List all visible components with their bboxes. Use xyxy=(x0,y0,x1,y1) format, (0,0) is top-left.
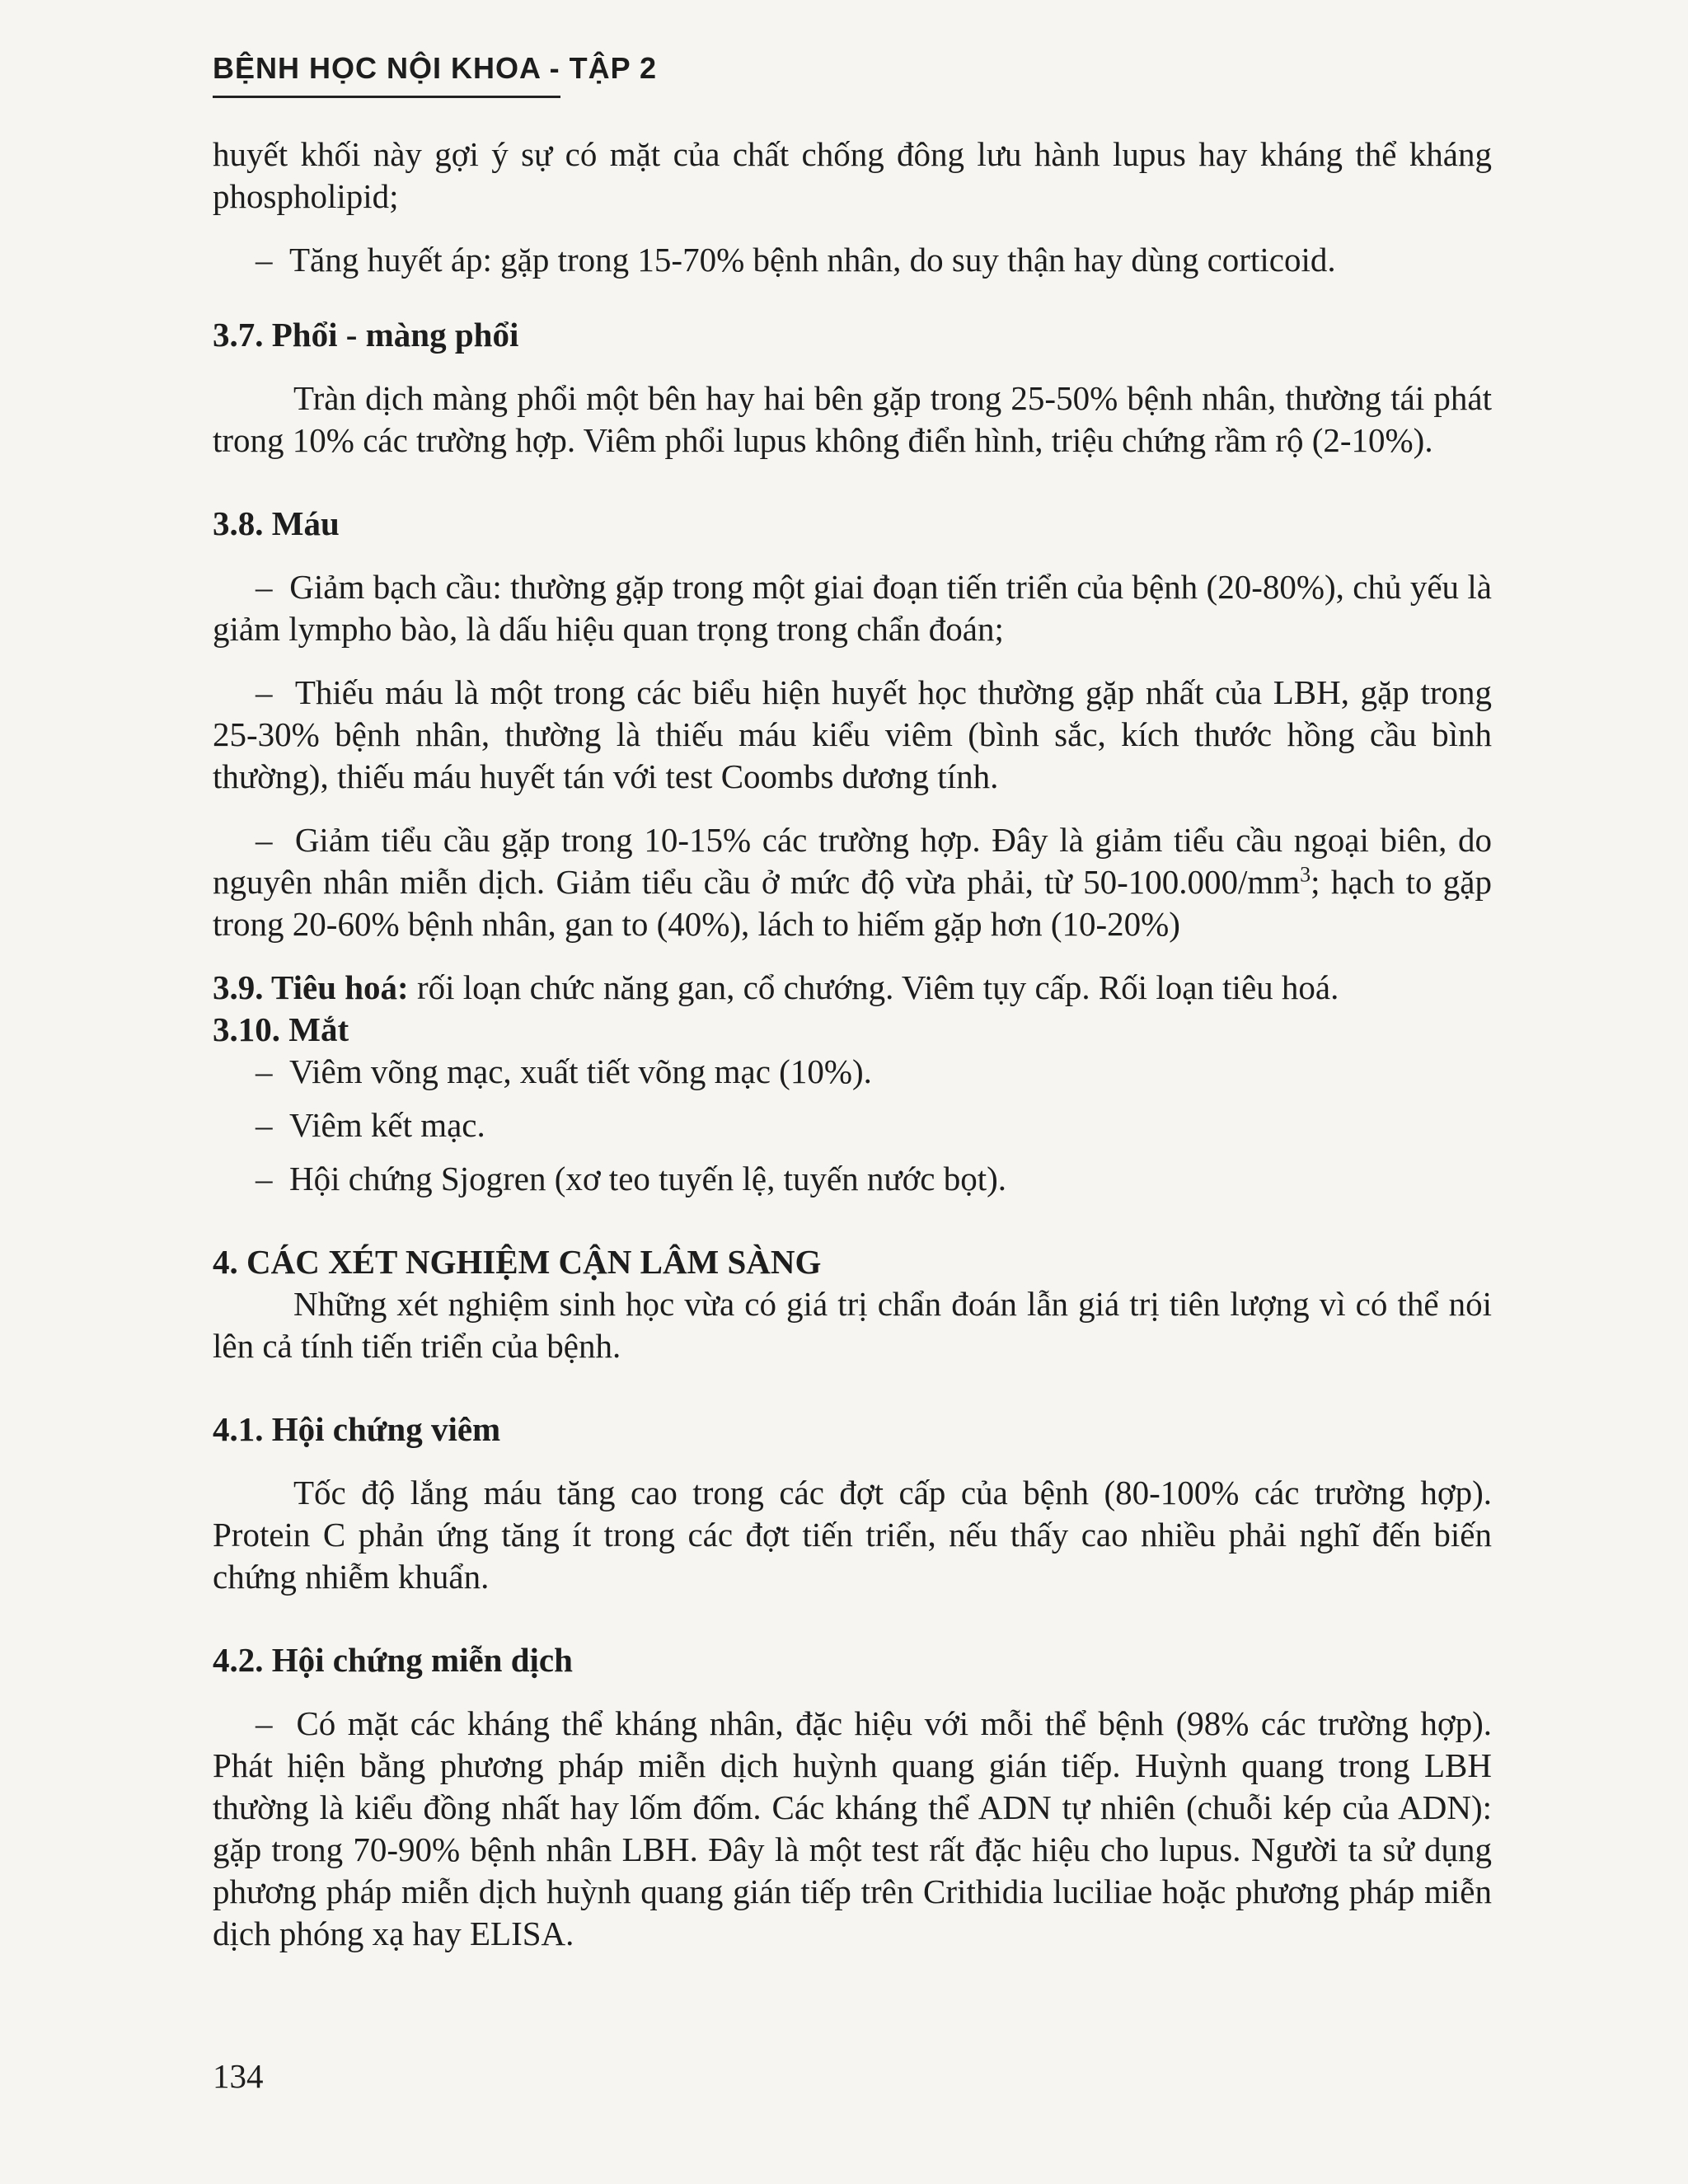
eye-list xyxy=(213,1051,1492,1200)
eye-item-conjunctivitis: – Viêm kết mạc. xyxy=(213,1104,1492,1146)
hypertension-item: – Tăng huyết áp: gặp trong 15-70% bệnh nhân, do suy thận hay dùng corticoid. xyxy=(213,239,1492,281)
page-body xyxy=(213,134,1492,1955)
section-3-9-heading: 3.9. Tiêu hoá: xyxy=(213,968,409,1006)
eye-item-retinitis: – Viêm võng mạc, xuất tiết võng mạc (10%). xyxy=(213,1051,1492,1093)
section-3-9-text: rối loạn chức năng gan, cổ chướng. Viêm tụy cấp. Rối loạn tiêu hoá. xyxy=(408,968,1339,1006)
section-3-10-heading: 3.10. Mắt xyxy=(213,1010,349,1048)
section-4-heading: 4. CÁC XÉT NGHIỆM CẬN LÂM SÀNG xyxy=(213,1243,822,1281)
platelet-superscript: 3 xyxy=(1300,862,1311,887)
section-4-1-heading: 4.1. Hội chứng viêm xyxy=(213,1410,501,1448)
platelet-text-start: Giảm tiểu cầu gặp trong 10-15% các trường hợp. Đây là giảm tiểu cầu ngoại biên, do nguyên nhân miễn dịch. Giảm tiểu cầu ở mức độ vừa phải, từ 50-100.000/mm xyxy=(213,821,1493,901)
section-3-7-text: Tràn dịch màng phổi một bên hay hai bên gặp trong 25-50% bệnh nhân, thường tái phát trong 10% các trường hợp. Viêm phổi lupus không điển hình, triệu chứng rầm rộ (2-10%). xyxy=(213,379,1492,459)
section-4-2-heading: 4.2. Hội chứng miễn dịch xyxy=(213,1641,573,1679)
intro-paragraph: huyết khối này gợi ý sự có mặt của chất chống đông lưu hành lupus hay kháng thể kháng phospholipid; xyxy=(213,135,1492,215)
section-4-1-text: Tốc độ lắng máu tăng cao trong các đợt cấp của bệnh (80-100% các trường hợp). Protein C phản ứng tăng ít trong các đợt tiến triển, nếu thấy cao nhiều phải nghĩ đến biến chứng nhiễm khuẩn. xyxy=(213,1474,1492,1596)
blood-item-thrombocytopenia xyxy=(213,819,1492,945)
blood-item-leukopenia: – Giảm bạch cầu: thường gặp trong một giai đoạn tiến triển của bệnh (20-80%), chủ yếu là giảm lympho bào, là dấu hiệu quan trọng trong chẩn đoán; xyxy=(213,566,1492,650)
platelet-text-end: ; hạch to gặp trong 20-60% bệnh nhân, gan to (40%), lách to hiếm gặp hơn (10-20%) xyxy=(213,863,1492,943)
blood-item-anemia: – Thiếu máu là một trong các biểu hiện huyết học thường gặp nhất của LBH, gặp trong 25-30% bệnh nhân, thường là thiếu máu kiểu viêm (bình sắc, kích thước hồng cầu bình thường), thiếu máu huyết tán với test Coombs dương tính. xyxy=(213,672,1492,798)
page-number: 134 xyxy=(213,2057,264,2095)
section-4-text: Những xét nghiệm sinh học vừa có giá trị chẩn đoán lẫn giá trị tiên lượng vì có thể nói lên cả tính tiến triển của bệnh. xyxy=(213,1285,1492,1365)
eye-item-sjogren: – Hội chứng Sjogren (xơ teo tuyến lệ, tuyến nước bọt). xyxy=(213,1158,1492,1200)
section-3-7-heading: 3.7. Phổi - màng phổi xyxy=(213,316,519,354)
section-4-2-text: – Có mặt các kháng thể kháng nhân, đặc hiệu với mỗi thể bệnh (98% các trường hợp). Phát hiện bằng phương pháp miễn dịch huỳnh quang gián tiếp. Huỳnh quang trong LBH thường là kiểu đồng nhất hay lốm đốm. Các kháng thể ADN tự nhiên (chuỗi kép của ADN): gặp trong 70-90% bệnh nhân LBH. Đây là một test rất đặc hiệu cho lupus. Người ta sử dụng phương pháp miễn dịch huỳnh quang gián tiếp trên Crithidia luciliae hoặc phương pháp miễn dịch phóng xạ hay ELISA. xyxy=(213,1703,1492,1955)
section-3-8-heading: 3.8. Máu xyxy=(213,504,340,542)
header-rule xyxy=(213,96,560,98)
running-header: BỆNH HỌC NỘI KHOA - TẬP 2 xyxy=(213,51,658,85)
section-3-9 xyxy=(213,967,1492,1009)
